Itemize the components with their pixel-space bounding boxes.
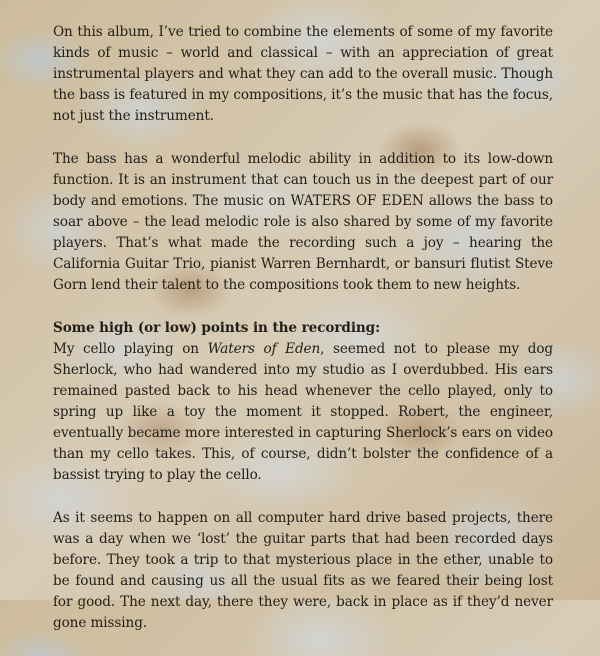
paragraph-recording-highlights [53,318,553,486]
paragraph-text: The bass has a wonderful melodic ability in addition to its low-down function. It is an instrument that can touch us in the deepest part of our body and emotions. The music on WATERS OF EDEN allows the bass to soar above – the lead melodic role is also shared by some of my favorite players. That’s what made the recording such a joy – hearing the California Guitar Trio, pianist Warren Bernhardt, or bansuri flutist Steve Gorn lend their talent to the compositions took them to new heights. [53,151,553,293]
paragraph-bass-melodic [53,149,553,296]
paragraph-text-after: , seemed not to please my dog Sherlock, who had wandered into my studio as I overdubbed. His ears remained pasted back to his head whenever the cello played, only to spring up like a toy the moment it stopped. Robert, the engineer, eventually became more interested in capturing Sherlock’s ears on video than my cello takes. This, of course, didn’t bolster the confidence of a bassist trying to play the cello. [53,341,554,483]
paragraph-lost-guitar-parts [53,508,553,634]
paragraph-text: As it seems to happen on all computer hard drive based projects, there was a day when we ‘lost’ the guitar parts that had been recorded days before. They took a trip to that mysterious place in the ether, unable to be found and causing us all the usual fits as we feared their being lost for good. The next day, there they were, back in place as if they’d never gone missing. [53,510,553,631]
liner-notes-page [53,22,553,656]
section-heading: Some high (or low) points in the recording: [53,320,381,336]
album-title-italic: Waters of Eden [207,341,321,357]
paragraph-album-intro [53,22,553,127]
paragraph-text: On this album, I’ve tried to combine the elements of some of my favorite kinds of music – world and classical – with an appreciation of great instrumental players and what they can add to the overall music. Though the bass is featured in my compositions, it’s the music that has the focus, not just the instrument. [53,24,553,124]
paragraph-text-before: My cello playing on [53,341,208,357]
